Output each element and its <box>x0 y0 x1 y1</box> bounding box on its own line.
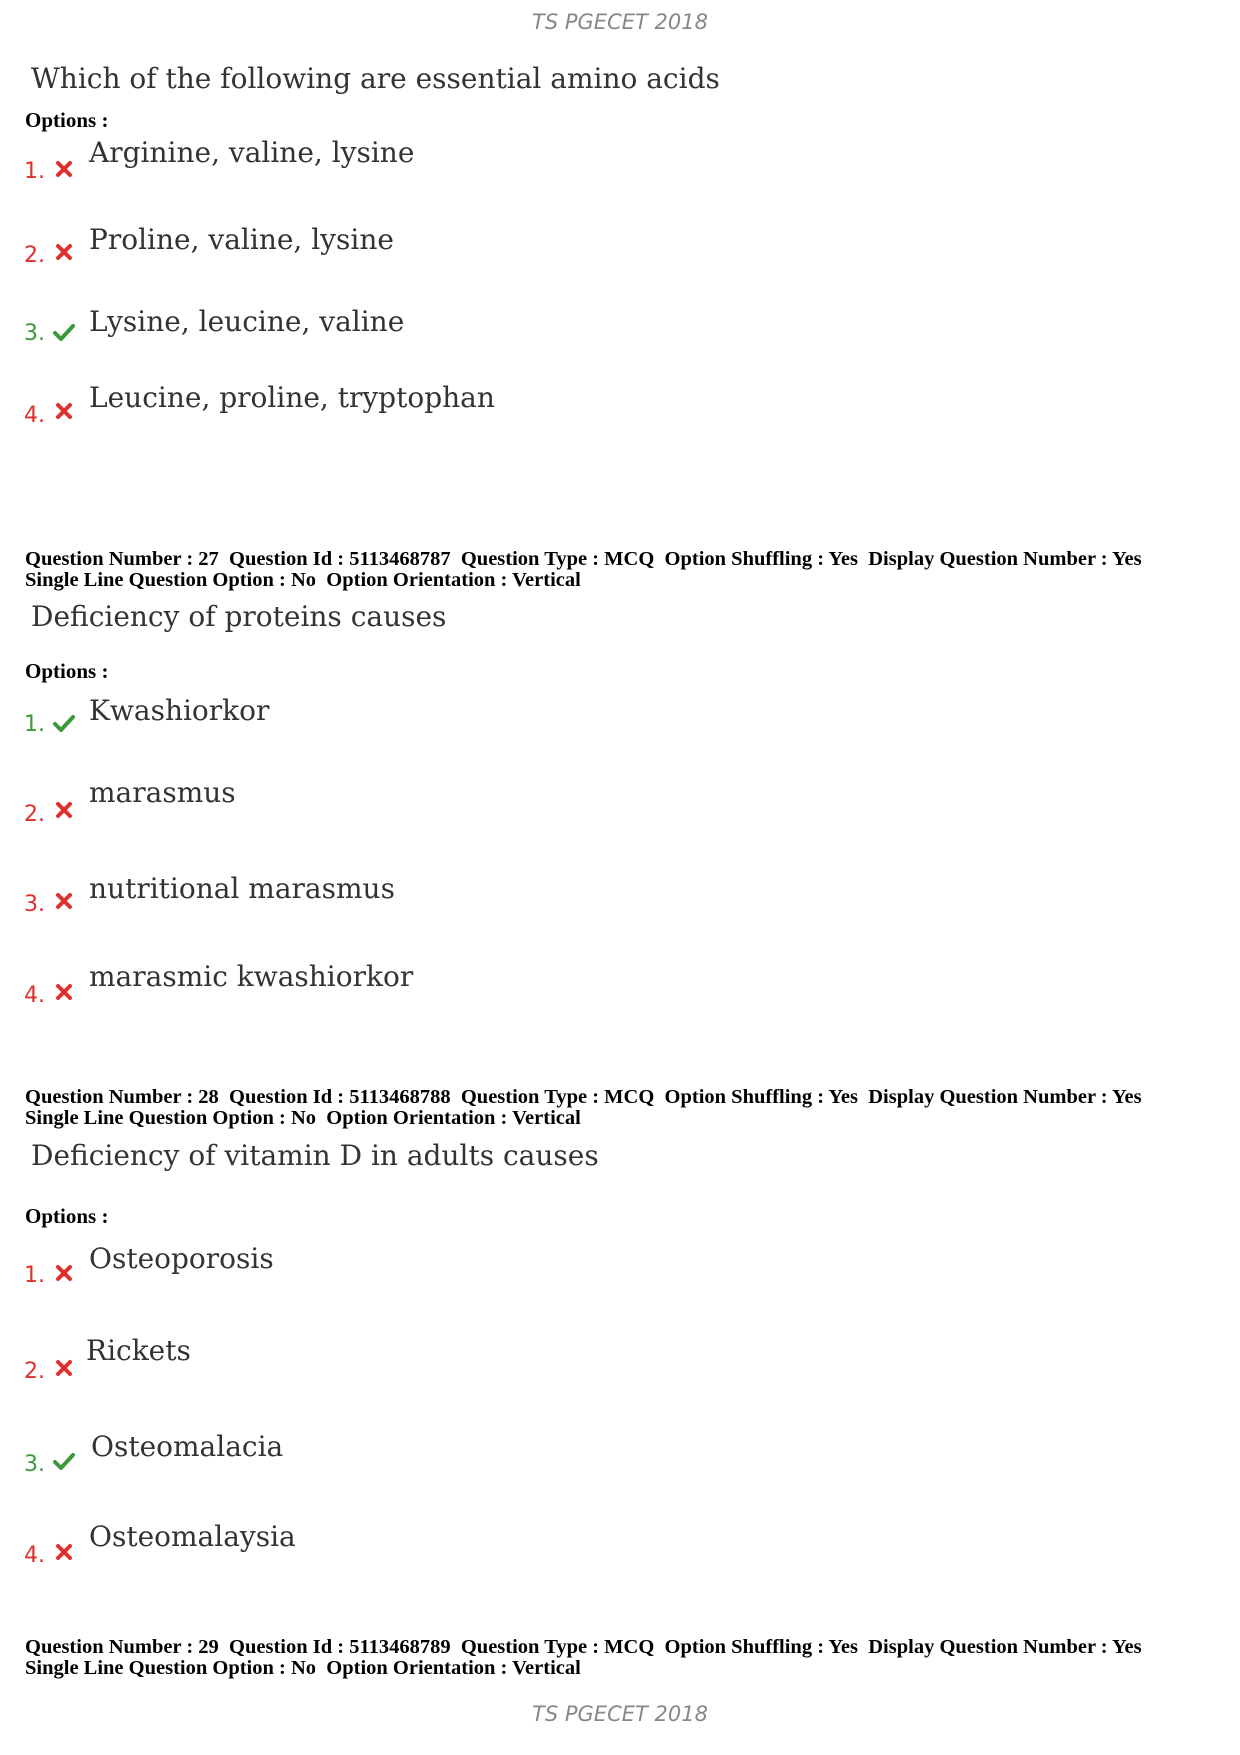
options-label: Options : <box>25 659 109 683</box>
option-number: 3. <box>24 892 45 917</box>
page-header: TS PGECET 2018 <box>532 10 708 34</box>
cross-icon <box>52 158 76 180</box>
question-meta-line: Single Line Question Option : No Option Orientation : Vertical <box>25 1107 581 1129</box>
question-text: Deficiency of vitamin D in adults causes <box>31 1139 599 1172</box>
options-label: Options : <box>25 1204 109 1228</box>
question-meta-line: Single Line Question Option : No Option Orientation : Vertical <box>25 1657 581 1679</box>
option-number: 2. <box>24 802 45 827</box>
option-text: Kwashiorkor <box>89 694 270 727</box>
page-footer: TS PGECET 2018 <box>532 1702 708 1726</box>
option-number: 3. <box>24 321 45 346</box>
question-meta-line: Single Line Question Option : No Option Orientation : Vertical <box>25 569 581 591</box>
option-text: marasmic kwashiorkor <box>89 960 414 993</box>
option-text: Proline, valine, lysine <box>89 223 394 256</box>
question-meta-line: Question Number : 27 Question Id : 5113468787 Question Type : MCQ Option Shuffling : Yes Display Question Number : Yes <box>25 548 1142 570</box>
cross-icon <box>52 981 76 1003</box>
cross-icon <box>52 890 76 912</box>
check-icon <box>52 712 76 734</box>
question-meta-line: Question Number : 28 Question Id : 5113468788 Question Type : MCQ Option Shuffling : Yes Display Question Number : Yes <box>25 1086 1142 1108</box>
cross-icon <box>52 799 76 821</box>
option-number: 1. <box>24 712 45 737</box>
option-text: nutritional marasmus <box>89 872 395 905</box>
question-text: Which of the following are essential amino acids <box>31 62 720 95</box>
option-number: 1. <box>24 159 45 184</box>
cross-icon <box>52 1357 76 1379</box>
option-number: 4. <box>24 983 45 1008</box>
options-label: Options : <box>25 108 109 132</box>
option-number: 4. <box>24 403 45 428</box>
option-text: Lysine, leucine, valine <box>89 305 405 338</box>
question-text: Deficiency of proteins causes <box>31 600 447 633</box>
check-icon <box>52 1450 76 1472</box>
check-icon <box>52 321 76 343</box>
option-number: 2. <box>24 243 45 268</box>
option-text: Rickets <box>86 1334 191 1367</box>
option-text: Arginine, valine, lysine <box>89 136 415 169</box>
option-text: Osteomalaysia <box>89 1520 296 1553</box>
option-text: marasmus <box>89 776 236 809</box>
question-meta-line: Question Number : 29 Question Id : 5113468789 Question Type : MCQ Option Shuffling : Yes Display Question Number : Yes <box>25 1636 1142 1658</box>
option-number: 4. <box>24 1543 45 1568</box>
option-number: 3. <box>24 1452 45 1477</box>
option-text: Osteoporosis <box>89 1242 274 1275</box>
cross-icon <box>52 1541 76 1563</box>
cross-icon <box>52 400 76 422</box>
option-text: Leucine, proline, tryptophan <box>89 381 495 414</box>
option-text: Osteomalacia <box>91 1430 284 1463</box>
cross-icon <box>52 241 76 263</box>
option-number: 2. <box>24 1359 45 1384</box>
option-number: 1. <box>24 1263 45 1288</box>
cross-icon <box>52 1262 76 1284</box>
